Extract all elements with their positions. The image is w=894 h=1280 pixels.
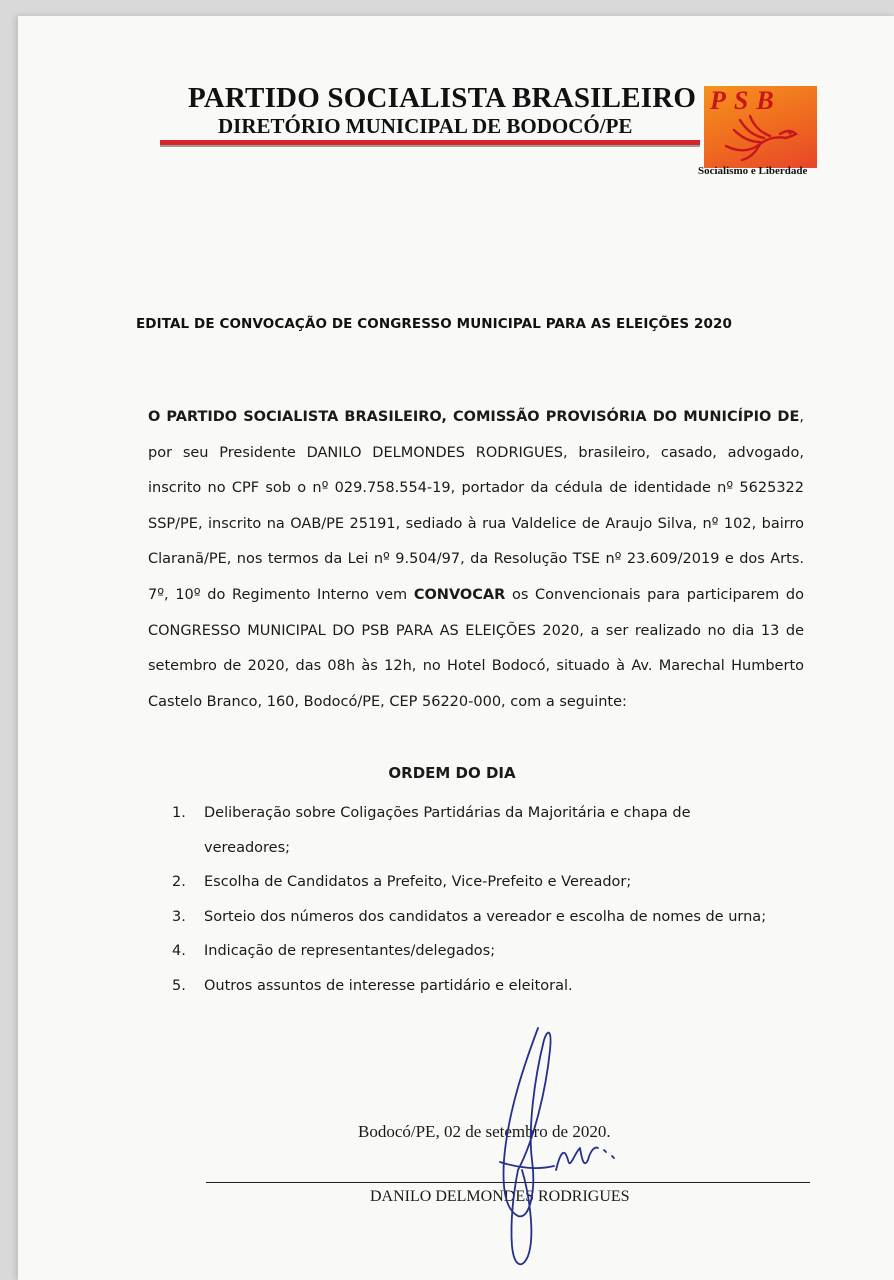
document-title: EDITAL DE CONVOCAÇÃO DE CONGRESSO MUNICIPAL PARA AS ELEIÇÕES 2020 (135, 316, 732, 332)
convocation-paragraph (148, 400, 804, 720)
closing-text: os Convencionais para participarem do CONGRESSO MUNICIPAL DO PSB PARA AS ELEIÇÕES 2020, a ser realizado no dia 13 de setembro de 2020, das 08h às 12h, no Hotel Bodocó, situado à Av. Marechal Humberto Castelo Branco, 160, Bodocó/PE, CEP 56220-000, com a seguinte: (148, 586, 804, 710)
agenda-item-text: Deliberação sobre Coligações Partidárias da Majoritária e chapa de vereadores; (204, 805, 691, 856)
handwritten-signature (478, 1020, 628, 1272)
agenda-item-number: 3. (172, 908, 186, 925)
logo-tagline: Socialismo e Liberdade (698, 165, 808, 177)
agenda-item-number: 2. (172, 874, 186, 890)
agenda-heading: ORDEM DO DIA (388, 764, 516, 782)
document-page (18, 16, 894, 1280)
agenda-item (172, 796, 772, 865)
agenda-item-number: 4. (172, 943, 186, 959)
agenda-item (172, 969, 772, 1004)
dove-icon (720, 112, 800, 162)
place-and-date: Bodocó/PE, 02 de setembro de 2020. (358, 1122, 611, 1141)
agenda-item-text: Indicação de representantes/delegados; (204, 943, 496, 959)
agenda-item (172, 900, 772, 935)
agenda-item-number: 1. (172, 805, 186, 821)
agenda-item-text: Escolha de Candidatos a Prefeito, Vice-Prefeito e Vereador; (204, 874, 632, 890)
agenda-item-text: Sorteio dos números dos candidatos a vereador e escolha de nomes de urna; (204, 908, 767, 925)
agenda-list (172, 796, 772, 1003)
agenda-item-text: Outros assuntos de interesse partidário e eleitoral. (204, 977, 573, 994)
logo-letters: PSB (710, 86, 782, 115)
intro-bold: O PARTIDO SOCIALISTA BRASILEIRO, COMISSÃO PROVISÓRIA DO MUNICÍPIO DE (148, 409, 800, 425)
agenda-item (172, 934, 772, 969)
intro-text: , por seu Presidente DANILO DELMONDES RODRIGUES, brasileiro, casado, advogado, inscrito no CPF sob o nº 029.758.554-19, portador da cédula de identidade nº 5625322 SSP/PE, inscrito na OAB/PE 25191, sediado à rua Valdelice de Araujo Silva, nº 102, bairro Claranã/PE, nos termos da Lei nº 9.504/97, da Resolução TSE nº 23.609/2019 e dos Arts. 7º, 10º do Regimento Interno vem (148, 409, 804, 603)
convocar-bold: CONVOCAR (413, 586, 506, 603)
agenda-item (172, 865, 772, 900)
signer-name: DANILO DELMONDES RODRIGUES (370, 1188, 630, 1205)
party-name: PARTIDO SOCIALISTA BRASILEIRO (188, 82, 697, 114)
directory-name: DIRETÓRIO MUNICIPAL DE BODOCÓ/PE (218, 114, 633, 138)
agenda-item-number: 5. (172, 977, 186, 994)
header-divider-shadow (160, 145, 700, 147)
psb-logo (698, 86, 822, 178)
